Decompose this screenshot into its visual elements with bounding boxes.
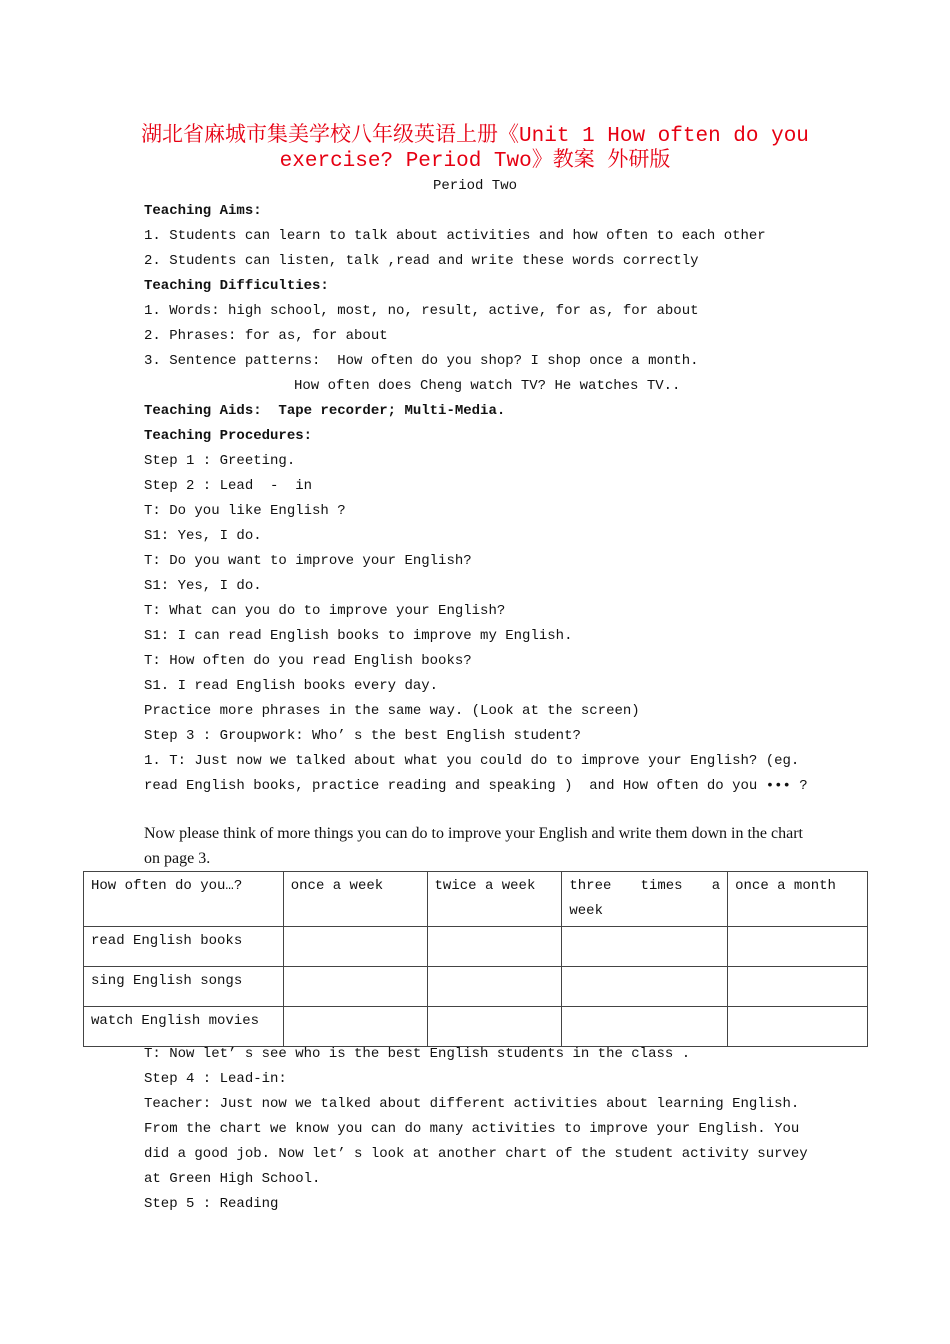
- text-line: T: Do you like English ?: [144, 503, 346, 519]
- text-line: 2. Students can listen, talk ,read and write these words correctly: [144, 253, 699, 269]
- text-line: Step 3 : Groupwork: Who’ s the best English student?: [144, 728, 581, 744]
- table-cell: [283, 927, 427, 967]
- text-line: Step 2 : Lead - in: [144, 478, 313, 494]
- document-title: [0, 124, 950, 174]
- table-header: How often do you…?: [84, 872, 284, 927]
- body-text-after-table: [144, 1042, 834, 1217]
- text-line: S1: Yes, I do.: [144, 578, 262, 594]
- table-header: once a month: [728, 872, 868, 927]
- table-row: [84, 1007, 868, 1047]
- text-line: T: What can you do to improve your English?: [144, 603, 506, 619]
- text-line: 1. Students can learn to talk about activities and how often to each other: [144, 228, 766, 244]
- text-line: 2. Phrases: for as, for about: [144, 328, 388, 344]
- table-cell: [562, 1007, 728, 1047]
- table-cell: watch English movies: [84, 1007, 284, 1047]
- heading-procedures: Teaching Procedures:: [144, 428, 313, 444]
- text-line: 1. T: Just now we talked about what you could do to improve your English? (eg.: [144, 753, 800, 769]
- table-row: [84, 967, 868, 1007]
- text-line: at Green High School.: [144, 1171, 321, 1187]
- text-line: From the chart we know you can do many activities to improve your English. You: [144, 1121, 800, 1137]
- body-text: [144, 199, 834, 799]
- table-row: [84, 927, 868, 967]
- table-header: twice a week: [427, 872, 562, 927]
- table-cell: [283, 1007, 427, 1047]
- title-line-1: 湖北省麻城市集美学校八年级英语上册《Unit 1 How often do you: [141, 125, 809, 148]
- frequency-chart-table: [83, 871, 868, 1047]
- text-line: Step 5 : Reading: [144, 1196, 279, 1212]
- table-cell: read English books: [84, 927, 284, 967]
- table-cell: sing English songs: [84, 967, 284, 1007]
- text-line: Practice more phrases in the same way. (Look at the screen): [144, 703, 640, 719]
- table-cell: [728, 1007, 868, 1047]
- text-line: 3. Sentence patterns: How often do you shop? I shop once a month.: [144, 353, 699, 369]
- text-line: did a good job. Now let’ s look at another chart of the student activity survey: [144, 1146, 808, 1162]
- text-line: S1. I read English books every day.: [144, 678, 439, 694]
- text-line: T: How often do you read English books?: [144, 653, 472, 669]
- text-line: Teacher: Just now we talked about different activities about learning English.: [144, 1096, 800, 1112]
- table-cell: [283, 967, 427, 1007]
- table-cell: [427, 1007, 562, 1047]
- table-header: three times a week: [562, 872, 728, 927]
- text-line: read English books, practice reading and speaking ) and How often do you ••• ?: [144, 778, 808, 794]
- text-line: How often does Cheng watch TV? He watches TV..: [294, 378, 681, 394]
- text-line: Step 1 : Greeting.: [144, 453, 296, 469]
- text-line: S1: Yes, I do.: [144, 528, 262, 544]
- text-line: T: Now let’ s see who is the best English students in the class .: [144, 1046, 691, 1062]
- table-cell: [562, 967, 728, 1007]
- table-cell: [427, 967, 562, 1007]
- subtitle: Period Two: [432, 178, 517, 194]
- heading-aims: Teaching Aims:: [144, 203, 262, 219]
- heading-difficulties: Teaching Difficulties:: [144, 278, 329, 294]
- table-cell: [728, 927, 868, 967]
- table-header: once a week: [283, 872, 427, 927]
- heading-aids: Teaching Aids: Tape recorder; Multi-Media.: [144, 403, 506, 419]
- text-line: 1. Words: high school, most, no, result, active, for as, for about: [144, 303, 699, 319]
- table-cell: [728, 967, 868, 1007]
- text-line: S1: I can read English books to improve my English.: [144, 628, 573, 644]
- title-line-2: exercise? Period Two》教案 外研版: [279, 150, 671, 173]
- table-header-row: [84, 872, 868, 927]
- text-line: Step 4 : Lead-in:: [144, 1071, 287, 1087]
- instruction-paragraph: Now please think of more things you can do to improve your English and write them down in the chart on page 3.: [144, 825, 803, 867]
- text-line: T: Do you want to improve your English?: [144, 553, 472, 569]
- table-cell: [427, 927, 562, 967]
- table-cell: [562, 927, 728, 967]
